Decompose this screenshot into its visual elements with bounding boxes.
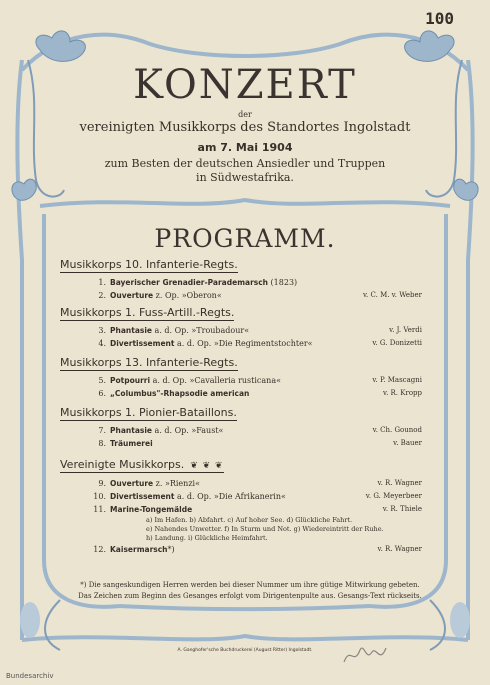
header-line1: vereinigten Musikkorps des Standortes Ingolstadt bbox=[79, 120, 411, 135]
item-composer: v. R. Thiele bbox=[382, 505, 422, 513]
section-heading bbox=[60, 458, 224, 473]
program-item bbox=[88, 339, 422, 348]
program-item bbox=[88, 439, 422, 448]
program-item bbox=[88, 278, 422, 287]
handwritten-signature bbox=[340, 640, 390, 668]
item-number: 8. bbox=[98, 439, 106, 448]
item-piece: Bayerischer Grenadier-Parademarsch bbox=[110, 278, 269, 287]
ornament-icon: ❦ ❦ ❦ bbox=[190, 461, 224, 471]
header-line4: in Südwestafrika. bbox=[196, 171, 294, 184]
item-extra: (1823) bbox=[268, 278, 298, 287]
item-extra: a. d. Op. »Cavalleria rusticana« bbox=[150, 376, 281, 385]
programm-heading: PROGRAMM. bbox=[154, 224, 336, 253]
item-number: 2. bbox=[98, 291, 106, 300]
item-piece: Kaisermarsch bbox=[110, 545, 168, 554]
item-composer: v. J. Verdi bbox=[389, 326, 422, 334]
item-extra: a. d. Op. »Troubadour« bbox=[152, 326, 250, 335]
program-item bbox=[88, 389, 422, 398]
archive-watermark: Bundesarchiv bbox=[6, 672, 54, 680]
program-item bbox=[88, 492, 422, 501]
tongemaelde-subline: e) Nahendes Unwetter. f) In Sturm und Not. g) Wiedereintritt der Ruhe. bbox=[146, 525, 384, 533]
item-number: 9. bbox=[98, 479, 106, 488]
item-number: 10. bbox=[93, 492, 106, 501]
tongemaelde-subline: a) Im Hafen. b) Abfahrt. c) Auf hoher See. d) Glückliche Fahrt. bbox=[146, 516, 353, 524]
header-date: am 7. Mai 1904 bbox=[197, 141, 293, 154]
item-composer: v. G. Meyerbeer bbox=[365, 492, 422, 500]
item-number: 11. bbox=[93, 505, 106, 514]
item-piece: Potpourri bbox=[110, 376, 151, 385]
program-item bbox=[88, 545, 422, 554]
item-piece: „Columbus"-Rhapsodie american bbox=[110, 389, 250, 398]
tongemaelde-subline: h) Landung. i) Glückliche Heimfahrt. bbox=[146, 534, 268, 542]
item-composer: v. Bauer bbox=[393, 439, 422, 447]
item-composer: v. R. Kropp bbox=[382, 389, 422, 397]
item-composer: v. C. M. v. Weber bbox=[362, 291, 422, 299]
footnote bbox=[70, 580, 430, 602]
section-label: Vereinigte Musikkorps. bbox=[60, 458, 185, 471]
concert-title: KONZERT bbox=[133, 62, 357, 108]
item-extra: z. Op. »Oberon« bbox=[153, 291, 222, 300]
item-composer: v. R. Wagner bbox=[377, 545, 422, 553]
item-piece: Phantasie bbox=[110, 326, 153, 335]
item-composer: v. P. Mascagni bbox=[372, 376, 422, 384]
item-extra: a. d. Op. »Die Afrikanerin« bbox=[174, 492, 286, 501]
item-piece: Ouverture bbox=[110, 291, 154, 300]
item-number: 7. bbox=[98, 426, 106, 435]
item-composer: v. Ch. Gounod bbox=[372, 426, 422, 434]
item-piece: Divertissement bbox=[110, 492, 175, 501]
item-extra: z. »Rienzi« bbox=[153, 479, 200, 488]
item-number: 4. bbox=[98, 339, 106, 348]
page-number: 100 bbox=[425, 9, 454, 28]
item-piece: Träumerei bbox=[110, 439, 153, 448]
item-composer: v. G. Donizetti bbox=[372, 339, 422, 347]
item-piece: Phantasie bbox=[110, 426, 153, 435]
section-heading: Musikkorps 1. Pionier-Bataillons. bbox=[60, 406, 237, 419]
printer-imprint: A. Ganghofer'sche Buchdruckerei (August Ritter) Ingolstadt. bbox=[177, 648, 313, 653]
item-number: 3. bbox=[98, 326, 106, 335]
section-heading: Musikkorps 13. Infanterie-Regts. bbox=[60, 356, 238, 369]
program-item bbox=[88, 376, 422, 385]
footnote-line2: Das Zeichen zum Beginn des Gesanges erfolgt vom Dirigentenpulte aus. Gesangs-Text rückseits. bbox=[78, 592, 422, 600]
section-heading: Musikkorps 10. Infanterie-Regts. bbox=[60, 258, 238, 271]
program-item bbox=[88, 326, 422, 335]
item-number: 1. bbox=[98, 278, 106, 287]
header-der: der bbox=[238, 110, 252, 119]
program-item bbox=[88, 291, 422, 300]
item-number: 5. bbox=[98, 376, 106, 385]
item-extra: a. d. Op. »Faust« bbox=[152, 426, 224, 435]
program-item bbox=[88, 426, 422, 435]
program-item bbox=[88, 479, 422, 488]
item-extra: a. d. Op. »Die Regimentstochter« bbox=[174, 339, 313, 348]
item-piece: Divertissement bbox=[110, 339, 175, 348]
item-piece: Ouverture bbox=[110, 479, 154, 488]
header-line3: zum Besten der deutschen Ansiedler und Truppen bbox=[104, 157, 386, 170]
item-piece: Marine-Tongemälde bbox=[110, 505, 193, 514]
item-number: 12. bbox=[93, 545, 106, 554]
section-heading: Musikkorps 1. Fuss-Artill.-Regts. bbox=[60, 306, 235, 319]
footnote-line1: *) Die sangeskundigen Herren werden bei dieser Nummer um ihre gütige Mitwirkung gebeten. bbox=[80, 581, 420, 589]
program-item bbox=[88, 505, 422, 514]
item-number: 6. bbox=[98, 389, 106, 398]
item-composer: v. R. Wagner bbox=[377, 479, 422, 487]
item-extra: *) bbox=[167, 545, 175, 554]
